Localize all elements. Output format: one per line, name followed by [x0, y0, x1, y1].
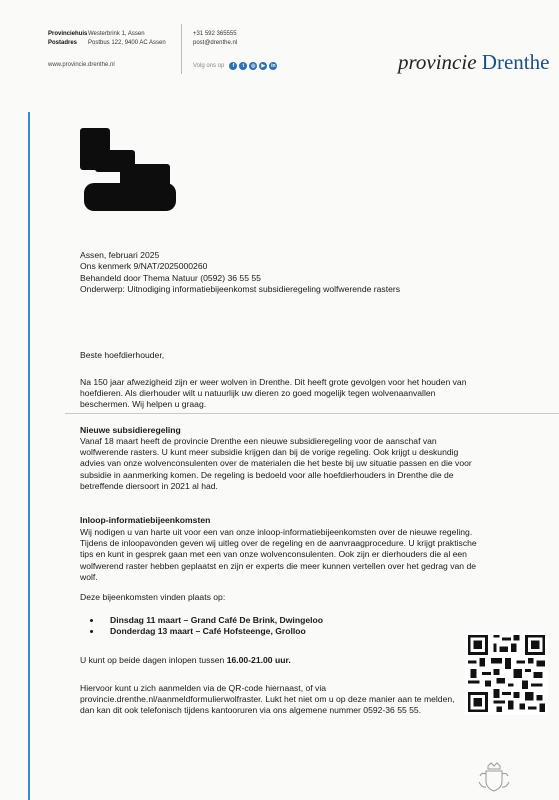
instagram-icon[interactable]: ◎ — [251, 63, 256, 69]
fold-line — [65, 413, 559, 414]
section-text-subsidy: Vanaf 18 maart heeft de provincie Drenthe een nieuwe subsidieregeling voor de aanschaf van wolfwerende rasters. U kunt meer subsidie krijgen dan bij de vorige regeling. Ook krijgt u deskundig advies van onze wolvenconsulenten over de materialen die het beste bij uw situatie passen en die voor subsidie in aanmerking komen. De regeling is bedoeld voor alle hoefdierhouders in Drenthe die de betreffende diersoort in 2021 al had. — [80, 436, 472, 491]
logo-word-drenthe: Drenthe — [481, 50, 550, 74]
social-links — [193, 62, 277, 70]
linkedin-icon[interactable]: in — [271, 63, 276, 69]
twitter-icon[interactable]: t — [239, 62, 247, 70]
handled-by-line: Behandeld door Thema Natuur (0592) 36 55 55 — [80, 272, 261, 283]
salutation: Beste hoefdierhouder, — [80, 350, 165, 360]
header-divider — [181, 24, 182, 74]
youtube-icon[interactable]: ▶ — [259, 62, 267, 70]
logo-word-provincie: provincie — [398, 50, 477, 74]
letterhead-address — [48, 30, 166, 47]
letterhead-contact — [193, 30, 237, 47]
address-value: Westerbrink 1, Assen — [88, 31, 145, 37]
postal-label: Postadres — [48, 39, 78, 46]
facebook-icon[interactable]: f — [229, 62, 237, 70]
register-paragraph: Hiervoor kunt u zich aanmelden via de QR-code hiernaast, of via provincie.drenthe.nl/aanmeldformulierwolfraster. Lukt het niet om u op deze manier aan te melden, dan kan dit ook telefonisch tijdens kantooruren via ons algemene nummer 0592-36 55 55. — [80, 683, 455, 716]
subject-line: Onderwerp: Uitnodiging informatiebijeenkomst subsidieregeling wolfwerende rasters — [80, 284, 401, 295]
reference-line: Ons kenmerk 9/NAT/2025000260 — [80, 261, 208, 272]
address-label: Provinciehuis — [48, 31, 88, 37]
list-item: • Donderdag 13 maart – Café Hofsteenge, Grolloo — [102, 626, 323, 637]
date-line: Assen, februari 2025 — [80, 250, 160, 260]
section-heading-subsidy: Nieuwe subsidieregeling — [80, 425, 181, 435]
social-label: Volg ons op — [193, 63, 225, 69]
phone-number: +31 592 365555 — [193, 31, 237, 37]
walkin-time: 16.00-21.00 uur. — [226, 655, 291, 665]
registration-qr-code[interactable] — [465, 632, 548, 715]
intro-paragraph: Na 150 jaar afwezigheid zijn er weer wolven in Drenthe. Dit heeft grote gevolgen voor het houden van hoefdieren. Als dierhouder wilt u natuurlijk uw dieren zo goed mogelijk tegen wolvenaanvallen beschermen. Wij helpen u graag. — [80, 377, 467, 410]
events-list — [80, 615, 323, 637]
provincial-crest-icon — [476, 762, 512, 794]
list-item: • Dinsdag 11 maart – Grand Café De Brink, Dwingeloo — [102, 615, 323, 626]
walkin-line — [80, 655, 480, 666]
section-heading-sessions: Inloop-informatiebijeenkomsten — [80, 515, 211, 525]
email-address[interactable]: post@drenthe.nl — [193, 39, 238, 46]
letter-meta — [80, 250, 400, 296]
website-link[interactable]: www.provincie.drenthe.nl — [48, 62, 115, 68]
events-intro: Deze bijeenkomsten vinden plaats op: — [80, 592, 226, 602]
accent-bar — [28, 112, 30, 800]
postal-value: Postbus 122, 9400 AC Assen — [88, 39, 166, 46]
section-text-sessions: Wij nodigen u van harte uit voor een van onze inloop-informatiebijeenkomsten over de nieuwe regeling. Tijdens de inloopavonden geven wij uitleg over de regeling en de aanvraagprocedure. U krijgt praktische tips en kunt in gesprek gaan met een van onze wolvenconsulenten. Ook zijn er dierhouders die al een wolfwerend raster hebben geplaatst en zijn er experts die meer kunnen vertellen over het gedrag van de wolf. — [80, 527, 477, 582]
walkin-prefix: U kunt op beide dagen inlopen tussen — [80, 655, 227, 665]
provincie-drenthe-logo — [398, 50, 549, 75]
